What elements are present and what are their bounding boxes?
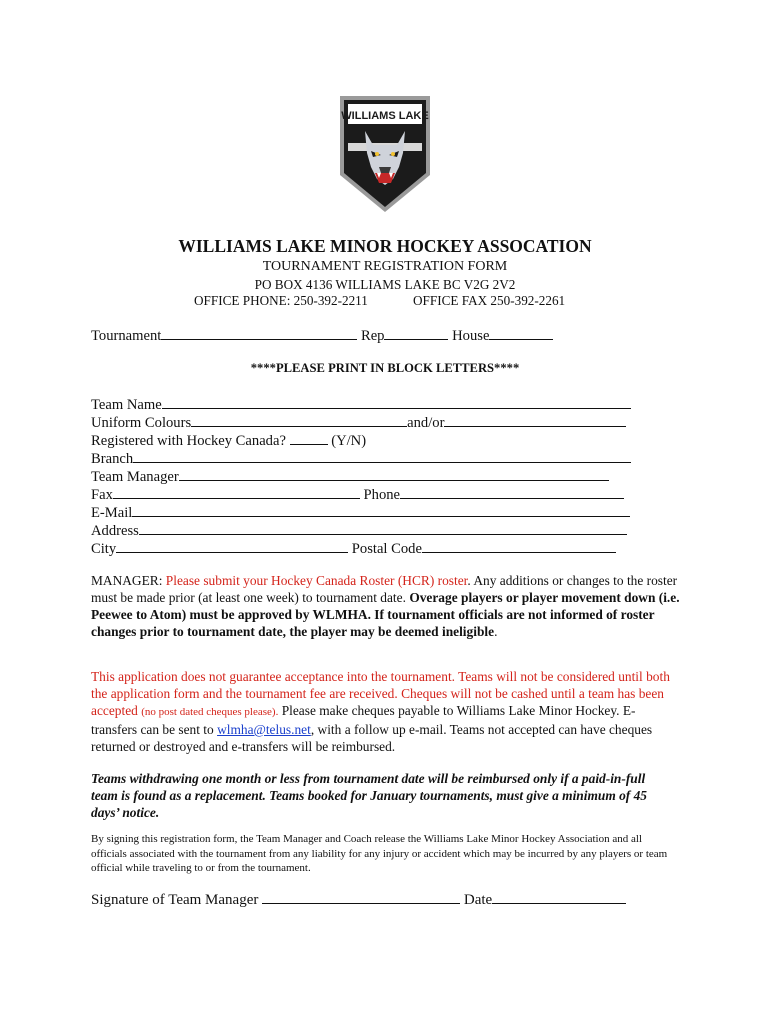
- registered-field[interactable]: [290, 431, 328, 445]
- uniform-colours-alt-field[interactable]: [444, 413, 626, 427]
- and-or-label: and/or: [407, 415, 445, 431]
- manager-note-lead: MANAGER:: [91, 573, 166, 588]
- etransfer-email-link[interactable]: wlmha@telus.net: [217, 722, 311, 737]
- form-name: TOURNAMENT REGISTRATION FORM: [262, 259, 508, 274]
- manager-note-red: Please submit your Hockey Canada Roster (HCR) roster: [165, 573, 468, 588]
- team-manager-field[interactable]: [179, 467, 609, 481]
- uniform-colours-label: Uniform Colours: [91, 415, 192, 431]
- signature-row: [91, 890, 626, 909]
- branch-field[interactable]: [133, 449, 631, 463]
- team-name-label: Team Name: [91, 397, 162, 413]
- address-row: [91, 521, 627, 540]
- house-field[interactable]: [489, 326, 553, 340]
- registered-row: [91, 431, 366, 450]
- uniform-colours-row: [91, 413, 626, 432]
- office-phone: OFFICE PHONE: 250-392-2211: [194, 293, 368, 308]
- williams-lake-wolf-logo: [337, 93, 433, 215]
- postal-code-field[interactable]: [422, 539, 616, 553]
- signature-label: Signature of Team Manager: [91, 892, 263, 908]
- application-note-rest1: Please make cheques payable to Williams Lake Minor Hockey. E-transfers can be sent to: [91, 703, 636, 737]
- email-row: [91, 503, 630, 522]
- email-label: E-Mail: [91, 505, 133, 521]
- tournament-field[interactable]: [161, 326, 357, 340]
- phone-field[interactable]: [400, 485, 624, 499]
- city-label: City: [91, 541, 117, 557]
- tournament-line: [91, 326, 553, 345]
- rep-label: Rep: [360, 328, 385, 344]
- fax-field[interactable]: [113, 485, 360, 499]
- rep-field[interactable]: [384, 326, 448, 340]
- manager-note-rest: . Any additions or changes to the roster must be made prior (at least one week) to tournament date.: [91, 573, 678, 605]
- team-name-row: [91, 395, 631, 414]
- address-field[interactable]: [139, 521, 627, 535]
- team-name-field[interactable]: [162, 395, 631, 409]
- postal-code-label: Postal Code: [351, 541, 422, 557]
- logo-text: WILLIAMS LAKE: [341, 110, 429, 122]
- branch-row: [91, 449, 631, 468]
- fax-phone-row: [91, 485, 624, 504]
- house-label: House: [452, 328, 490, 344]
- uniform-colours-field[interactable]: [191, 413, 407, 427]
- date-label: Date: [463, 892, 493, 908]
- manager-note-end: .: [494, 624, 498, 639]
- liability-note: By signing this registration form, the Team Manager and Coach release the Williams Lake Minor Hockey Association and all officials associated with the tournament from any liability for any injury or accident which may be incurred by any players or team official while traveling to or from the tournament.: [91, 833, 668, 874]
- tournament-label: Tournament: [91, 328, 162, 344]
- manager-note-bold: Overage players or player movement down (i.e. Peewee to Atom) must be approved by WLMHA. If tournament officials are not informed of roster changes prior to tournament date, the player may be deemed ineligible: [91, 590, 680, 639]
- address-label: Address: [91, 523, 139, 539]
- date-field[interactable]: [492, 890, 626, 904]
- print-notice: ****PLEASE PRINT IN BLOCK LETTERS****: [250, 361, 520, 375]
- application-note-red: This application does not guarantee acceptance into the tournament. Teams will not be considered until both the application form and the tournament fee are received. Cheques will not be cashed until a team has been accepted: [91, 669, 670, 718]
- office-address: PO BOX 4136 WILLIAMS LAKE BC V2G 2V2: [254, 277, 516, 292]
- branch-label: Branch: [91, 451, 134, 467]
- registered-label: Registered with Hockey Canada?: [91, 433, 290, 449]
- signature-field[interactable]: [262, 890, 460, 904]
- city-field[interactable]: [116, 539, 348, 553]
- registered-yn: (Y/N): [327, 433, 367, 449]
- withdraw-note: Teams withdrawing one month or less from tournament date will be reimbursed only if a paid-in-full team is found as a replacement. Teams booked for January tournaments, must give a minimum of 45 days’ notice.: [91, 771, 647, 820]
- manager-note: [91, 572, 681, 640]
- no-post-dated-note: (no post dated cheques please).: [141, 706, 279, 718]
- email-field[interactable]: [132, 503, 630, 517]
- team-manager-label: Team Manager: [91, 469, 179, 485]
- team-manager-row: [91, 467, 609, 486]
- city-postal-row: [91, 539, 616, 558]
- phone-label: Phone: [363, 487, 401, 503]
- application-note-rest2: , with a follow up e-mail. Teams not accepted can have cheques returned or destroyed and e-transfers will be reimbursed.: [91, 722, 653, 754]
- application-note: [91, 668, 676, 755]
- page-title: WILLIAMS LAKE MINOR HOCKEY ASSOCATION: [178, 236, 592, 256]
- office-fax: OFFICE FAX 250-392-2261: [413, 293, 566, 308]
- fax-label: Fax: [91, 487, 113, 503]
